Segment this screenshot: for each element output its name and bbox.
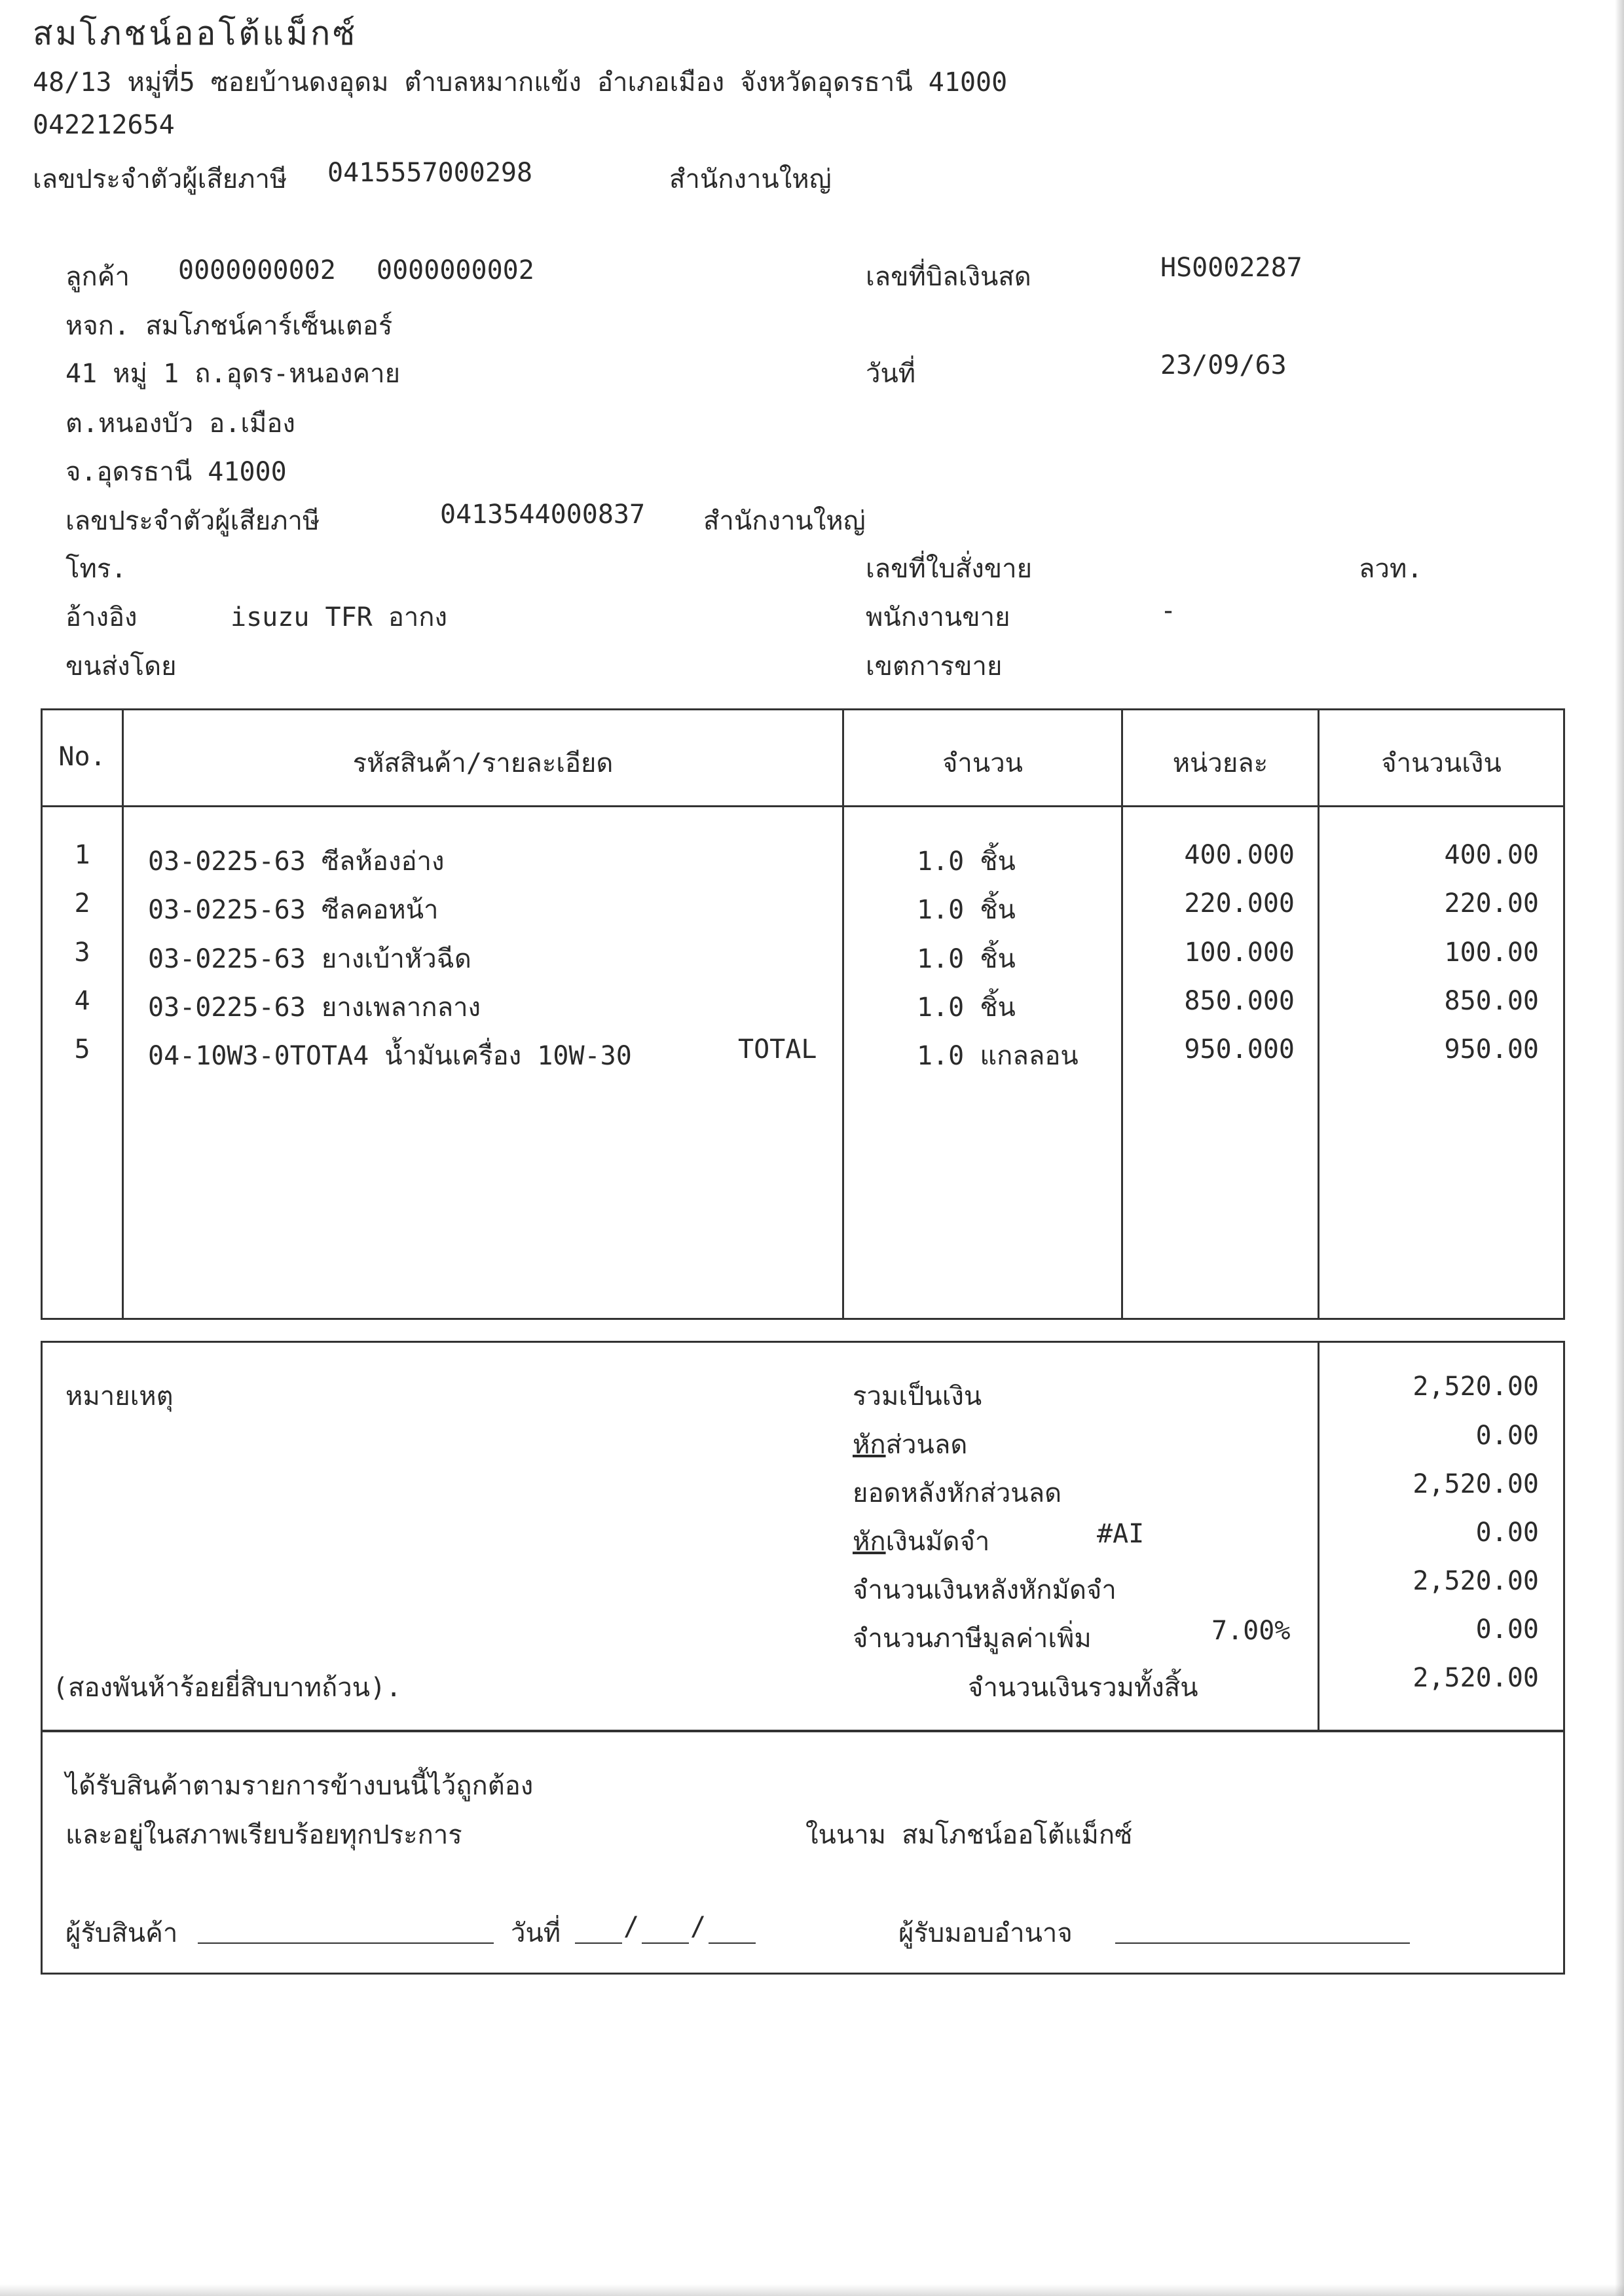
customer-tax-id-label: เลขประจำตัวผู้เสียภาษี xyxy=(65,506,320,536)
company-tax-id-label: เลขประจำตัวผู้เสียภาษี xyxy=(33,164,287,194)
row-unit-price: 400.000 xyxy=(1184,840,1295,870)
row-no: 3 xyxy=(74,938,90,968)
bill-date-label: วันที่ xyxy=(866,359,916,389)
customer-label: ลูกค้า xyxy=(65,262,130,292)
customer-address-1: 41 หมู่ 1 ถ.อุดร-หนองคาย xyxy=(65,359,401,389)
receiver-label: ผู้รับสินค้า xyxy=(65,1918,178,1948)
shipping-label: ขนส่งโดย xyxy=(65,651,177,682)
bill-date: 23/09/63 xyxy=(1160,350,1287,380)
customer-code-2: 0000000002 xyxy=(377,255,534,285)
company-phone: 042212654 xyxy=(33,110,175,140)
received-line-1: ได้รับสินค้าตามรายการข้างบนนี้ไว้ถูกต้อง xyxy=(65,1771,534,1801)
row-quantity: 1.0 แกลลอน xyxy=(917,1041,1079,1071)
date-separator: / xyxy=(690,1912,707,1942)
row-unit-price: 100.000 xyxy=(1184,938,1295,968)
header-unit-price: หน่วยละ xyxy=(1172,748,1268,778)
vat-value: 0.00 xyxy=(1475,1614,1539,1645)
date-year-line xyxy=(709,1942,756,1944)
company-branch: สำนักงานใหญ่ xyxy=(669,164,832,194)
customer-address-3: จ.อุดรธานี 41000 xyxy=(65,457,287,487)
sales-order-value: ลวท. xyxy=(1359,554,1423,584)
row-note: TOTAL xyxy=(738,1034,817,1065)
row-amount: 100.00 xyxy=(1444,938,1539,968)
row-amount: 400.00 xyxy=(1444,840,1539,870)
table-header-divider xyxy=(41,805,1565,807)
authorized-signature-line xyxy=(1115,1942,1410,1944)
row-quantity: 1.0 ชิ้น xyxy=(917,993,1016,1023)
discount-label-suffix: ส่วนลด xyxy=(885,1430,968,1460)
row-amount: 220.00 xyxy=(1444,888,1539,919)
table-divider xyxy=(122,708,124,1320)
discount-label-prefix: หัก xyxy=(853,1430,886,1460)
reference-label: อ้างอิง xyxy=(65,602,138,632)
header-amount: จำนวนเงิน xyxy=(1381,748,1502,778)
header-description: รหัสสินค้า/รายละเอียด xyxy=(352,748,614,778)
customer-address-2: ต.หนองบัว อ.เมือง xyxy=(65,409,295,439)
customer-code-1: 0000000002 xyxy=(178,255,336,285)
sales-area-label: เขตการขาย xyxy=(866,651,1003,682)
company-address: 48/13 หมู่ที่5 ซอยบ้านดงอุดม ตำบลหมากแข้ง อำเภอเมือง จังหวัดอุดรธานี 41000 xyxy=(33,67,1008,98)
grand-total-value: 2,520.00 xyxy=(1412,1663,1539,1693)
row-amount: 950.00 xyxy=(1444,1034,1539,1065)
row-description: 03-0225-63 ยางเพลากลาง xyxy=(148,993,481,1023)
subtotal-label: รวมเป็นเงิน xyxy=(853,1381,982,1412)
deposit-label-suffix: เงินมัดจำ xyxy=(885,1527,990,1557)
date-day-line xyxy=(575,1942,622,1944)
deposit-label-prefix: หัก xyxy=(853,1527,886,1557)
discount-value: 0.00 xyxy=(1475,1421,1539,1451)
vat-rate: 7.00% xyxy=(1211,1616,1291,1646)
salesperson-value: - xyxy=(1160,596,1177,626)
after-deposit-label: จำนวนเงินหลังหักมัดจำ xyxy=(853,1575,1116,1605)
row-description: 04-10W3-0TOTA4 น้ำมันเครื่อง 10W-30 xyxy=(148,1041,632,1071)
authorized-label: ผู้รับมอบอำนาจ xyxy=(898,1918,1073,1948)
receive-date-label: วันที่ xyxy=(511,1918,561,1948)
row-no: 1 xyxy=(74,840,90,870)
header-no: No. xyxy=(58,742,106,772)
bill-number: HS0002287 xyxy=(1160,253,1302,283)
vat-label: จำนวนภาษีมูลค่าเพิ่ม xyxy=(853,1624,1092,1654)
date-month-line xyxy=(642,1942,689,1944)
after-discount-value: 2,520.00 xyxy=(1412,1469,1539,1499)
amount-in-words: (สองพันห้าร้อยยี่สิบบาทถ้วน). xyxy=(52,1673,402,1703)
deposit-label xyxy=(853,1520,989,1562)
reference-value: isuzu TFR อากง xyxy=(231,602,448,632)
after-deposit-value: 2,520.00 xyxy=(1412,1566,1539,1596)
remark-label: หมายเหตุ xyxy=(65,1381,174,1412)
deposit-code: #AI xyxy=(1097,1519,1145,1549)
customer-name: หจก. สมโภชน์คาร์เซ็นเตอร์ xyxy=(65,311,393,341)
row-description: 03-0225-63 ซีลคอหน้า xyxy=(148,895,439,925)
table-divider xyxy=(842,708,844,1320)
row-no: 5 xyxy=(74,1034,90,1065)
received-line-2: และอยู่ในสภาพเรียบร้อยทุกประการ xyxy=(65,1820,462,1850)
row-quantity: 1.0 ชิ้น xyxy=(917,847,1016,877)
customer-branch: สำนักงานใหญ่ xyxy=(703,506,866,536)
row-unit-price: 850.000 xyxy=(1184,986,1295,1016)
grand-total-label: จำนวนเงินรวมทั้งสิ้น xyxy=(968,1673,1198,1703)
row-unit-price: 220.000 xyxy=(1184,888,1295,919)
on-behalf-of: ในนาม สมโภชน์ออโต้แม็กซ์ xyxy=(805,1820,1133,1850)
row-amount: 850.00 xyxy=(1444,986,1539,1016)
header-quantity: จำนวน xyxy=(942,748,1024,778)
row-no: 4 xyxy=(74,986,90,1016)
row-no: 2 xyxy=(74,888,90,919)
subtotal-value: 2,520.00 xyxy=(1412,1372,1539,1402)
customer-tax-id: 0413544000837 xyxy=(440,500,646,530)
row-quantity: 1.0 ชิ้น xyxy=(917,895,1016,925)
row-description: 03-0225-63 ซีลห้องอ่าง xyxy=(148,847,445,877)
row-description: 03-0225-63 ยางเบ้าหัวฉีด xyxy=(148,944,471,974)
customer-phone-label: โทร. xyxy=(65,554,127,584)
row-quantity: 1.0 ชิ้น xyxy=(917,944,1016,974)
receiver-signature-line xyxy=(198,1942,494,1944)
after-discount-label: ยอดหลังหักส่วนลด xyxy=(853,1478,1062,1508)
bill-number-label: เลขที่บิลเงินสด xyxy=(866,262,1031,292)
salesperson-label: พนักงานขาย xyxy=(866,602,1010,632)
scan-edge-shadow xyxy=(1615,0,1624,2296)
date-separator: / xyxy=(623,1912,640,1942)
company-name: สมโภชน์ออโต้แม็กซ์ xyxy=(33,14,358,52)
company-tax-id: 0415557000298 xyxy=(327,158,533,188)
row-unit-price: 950.000 xyxy=(1184,1034,1295,1065)
scan-bottom-shadow xyxy=(0,2284,1624,2296)
deposit-value: 0.00 xyxy=(1475,1518,1539,1548)
sales-order-label: เลขที่ใบสั่งขาย xyxy=(866,554,1033,584)
discount-label xyxy=(853,1423,967,1465)
